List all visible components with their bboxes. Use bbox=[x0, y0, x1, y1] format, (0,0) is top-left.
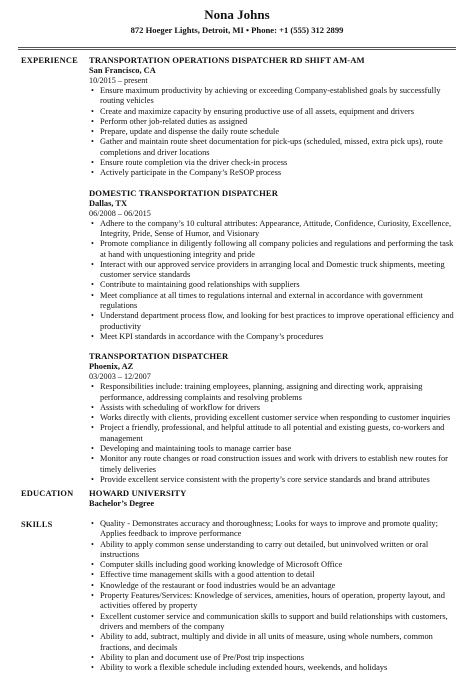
job-dates: 03/2003 – 12/2007 bbox=[89, 372, 151, 382]
job-bullet: • Ensure maximum productivity by achieving or exceeding Company-established goals by successfully routing vehicles bbox=[89, 86, 458, 107]
skill-item: • Effective time management skills with a good attention to detail bbox=[89, 570, 458, 580]
job-bullet: • Ensure route completion via the driver check-in process bbox=[89, 158, 458, 168]
job-location: Dallas, TX bbox=[89, 198, 128, 208]
job-bullet: • Prepare, update and dispense the daily route schedule bbox=[89, 127, 458, 137]
job-title: TRANSPORTATION DISPATCHER bbox=[89, 351, 229, 362]
job-location: Phoenix, AZ bbox=[89, 362, 134, 372]
skill-bullets bbox=[89, 519, 458, 673]
job-bullets bbox=[89, 219, 458, 343]
job-bullet: • Adhere to the company’s 10 cultural attributes: Appearance, Attitude, Confidence, Curiosity, Excellence, Integrity, Pride, Sense of Humor, and Visionary bbox=[89, 219, 458, 240]
job-bullet: • Gather and maintain route sheet documentation for pick-ups (scheduled, missed, extra pick ups), route completions and driver locations bbox=[89, 137, 458, 158]
education-label: EDUCATION bbox=[21, 489, 74, 498]
job-bullet: • Understand department process flow, and looking for best practices to improve operational efficiency and productivity bbox=[89, 311, 458, 332]
job-entry bbox=[89, 55, 458, 179]
job-location: San Francisco, CA bbox=[89, 66, 156, 75]
job-bullets bbox=[89, 382, 458, 485]
job-bullet: • Works directly with clients, providing excellent customer service when responding to customer inquiries bbox=[89, 413, 458, 423]
skill-item: • Ability to add, subtract, multiply and divide in all units of measure, using whole numbers, common fractions, and decimals bbox=[89, 632, 458, 653]
job-bullet: • Meet compliance at all times to regulations internal and external in accordance with government regulations bbox=[89, 291, 458, 312]
skill-item: • Ability to work a flexible schedule including extended hours, weekends, and holidays bbox=[89, 663, 458, 673]
job-bullet: • Interact with our approved service providers in arranging local and Domestic truck shipments, meeting customer service standards bbox=[89, 260, 458, 281]
job-bullet: • Actively participate in the Company’s ReSOP process bbox=[89, 168, 458, 178]
job-dates: 10/2015 – present bbox=[89, 76, 148, 85]
skill-item: • Excellent customer service and communication skills to support and build relationships with customers, drivers and members of the company bbox=[89, 612, 458, 633]
job-title: TRANSPORTATION OPERATIONS DISPATCHER RD SHIFT AM-AM bbox=[89, 55, 365, 65]
job-entry bbox=[89, 351, 458, 485]
contact-line: 872 Hoeger Lights, Detroit, MI • Phone: +1 (555) 312 2899 bbox=[130, 25, 344, 35]
job-bullet: • Project a friendly, professional, and helpful attitude to all potential and existing guests, co-workers and management bbox=[89, 423, 458, 444]
job-bullet: • Perform other job-related duties as assigned bbox=[89, 117, 458, 127]
skill-item: • Knowledge of the restaurant or food industries would be an advantage bbox=[89, 581, 458, 591]
school-name: HOWARD UNIVERSITY bbox=[89, 488, 187, 498]
job-bullets bbox=[89, 86, 458, 179]
candidate-name: Nona Johns bbox=[204, 7, 270, 22]
job-entry bbox=[89, 188, 458, 343]
experience-list bbox=[89, 55, 458, 494]
job-bullet: • Assists with scheduling of workflow for drivers bbox=[89, 403, 458, 413]
job-title: DOMESTIC TRANSPORTATION DISPATCHER bbox=[89, 187, 279, 198]
experience-label: EXPERIENCE bbox=[21, 56, 78, 65]
header-divider-top bbox=[18, 47, 456, 48]
job-bullet: • Create and maximize capacity by ensuring productive use of all assets, equipment and drivers bbox=[89, 107, 458, 117]
job-bullet: • Monitor any route changes or road construction issues and work with drivers to establish new routes for timely deliveries bbox=[89, 454, 458, 475]
job-bullet: • Contribute to maintaining good relationships with suppliers bbox=[89, 280, 458, 290]
job-bullet: • Meet KPI standards in accordance with the Company’s procedures bbox=[89, 332, 458, 342]
skill-item: • Computer skills including good working knowledge of Microsoft Office bbox=[89, 560, 458, 570]
header-divider-bottom bbox=[18, 49, 456, 50]
education-entry bbox=[89, 488, 458, 509]
skills-list bbox=[89, 519, 458, 673]
skills-label: SKILLS bbox=[21, 520, 53, 529]
degree: Bachelor’s Degree bbox=[89, 499, 155, 508]
skill-item: • Ability to apply common sense understanding to carry out detailed, but uninvolved written or oral instructions bbox=[89, 540, 458, 561]
job-bullet: • Provide excellent service consistent with the property’s core service standards and brand attributes bbox=[89, 475, 458, 485]
job-bullet: • Promote compliance in diligently following all company policies and regulations and performing the task at hand with unquestioning integrity and pride bbox=[89, 239, 458, 260]
skill-item: • Ability to plan and document use of Pre/Post trip inspections bbox=[89, 653, 458, 663]
job-dates: 06/2008 – 06/2015 bbox=[89, 208, 151, 218]
job-bullet: • Developing and maintaining tools to manage carrier base bbox=[89, 444, 458, 454]
skill-item: • Quality - Demonstrates accuracy and thoroughness; Looks for ways to improve and promote quality; Applies feedback to improve performance bbox=[89, 519, 458, 540]
resume-header bbox=[0, 0, 474, 36]
job-bullet: • Responsibilities include: training employees, planning, assigning and directing work, appraising performance, addressing complaints and resolving problems bbox=[89, 382, 458, 403]
skill-item: • Property Features/Services: Knowledge of services, amenities, hours of operation, property layout, and activities offered by property bbox=[89, 591, 458, 612]
